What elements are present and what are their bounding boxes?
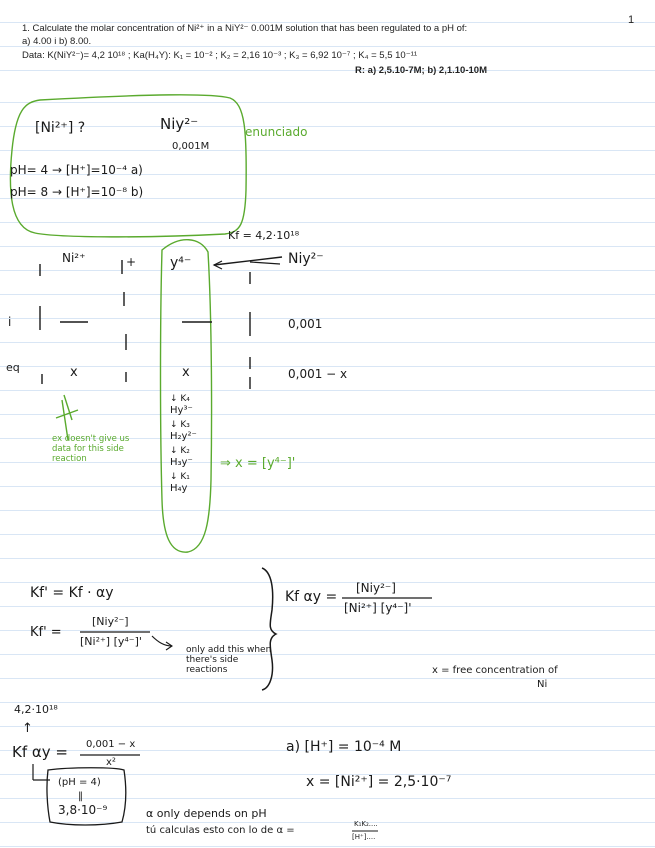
kf-prime-label: Kf' = (30, 625, 62, 640)
kf-prime-numerator: [Niy²⁻] (92, 615, 129, 628)
niy-formula: Niy²⁻ (160, 115, 199, 133)
problem-statement: 1. Calculate the molar concentration of Ni²⁺ in a NiY²⁻ 0.001M solution that has been regulated to a pH of: (22, 23, 468, 34)
species-plus: + (126, 255, 137, 269)
side-reaction-chain (170, 394, 210, 498)
ph-box-equals: ‖ (78, 791, 83, 802)
niy-concentration: 0,001M (172, 141, 210, 152)
alpha-fraction-denominator: [H⁺].... (352, 833, 376, 841)
kf-prime-equation: Kf' = Kf · αy (30, 585, 114, 601)
row-label-equilibrium: eq (6, 361, 20, 374)
species-niy: Niy²⁻ (288, 251, 324, 267)
kf-alpha-numerator: [Niy²⁻] (356, 581, 396, 595)
eq-niy-value: 0,001 − x (288, 367, 348, 381)
species-h3y: H₃y⁻ (170, 457, 193, 468)
kf-alpha-denominator: [Ni²⁺] [y⁴⁻]' (344, 601, 412, 615)
arrow-k4: ↓ K₄ (170, 394, 190, 404)
species-h2y: H₂y²⁻ (170, 431, 197, 442)
row-label-initial: i (8, 315, 12, 329)
arrow-k1: ↓ K₁ (170, 472, 190, 482)
eq-ni-value: x (70, 365, 78, 380)
enunciado-label: enunciado (245, 125, 308, 139)
kf-alpha-eq-numerator: 0,001 − x (86, 739, 136, 750)
kf-label: Kf = 4,2·10¹⁸ (228, 229, 300, 242)
problem-options: a) 4.00 i b) 8.00. (22, 36, 92, 47)
page-number: 1 (628, 14, 635, 26)
alpha-note-1: α only depends on pH (146, 807, 267, 820)
species-y: y⁴⁻ (170, 255, 192, 271)
free-concentration-note: x = free concentration of (432, 665, 558, 676)
species-h4y: H₄y (170, 483, 188, 494)
initial-niy-value: 0,001 (288, 317, 323, 331)
answer-ni-concentration: x = [Ni²⁺] = 2,5·10⁻⁷ (306, 774, 452, 790)
alpha-fraction-numerator: K₁K₂.... (354, 820, 378, 828)
side-reaction-note: only add this when there's side reactions (186, 645, 272, 675)
alpha-note-2: tú calculas esto con lo de α = (146, 825, 295, 836)
ph-box-condition: (pH = 4) (58, 777, 101, 788)
ph-a-line: pH= 4 → [H⁺]=10⁻⁴ a) (10, 163, 143, 177)
problem-data: Data: K(NiY²⁻)= 4,2 10¹⁸ ; Ka(H₄Y): K₁ = 10⁻² ; K₂ = 2,16 10⁻³ ; K₃ = 6,92 10⁻⁷ ; K₄ = 5,5 10⁻¹¹ (22, 50, 418, 61)
kf-value: 4,2·10¹⁸ (14, 703, 58, 716)
problem-result: R: a) 2,5.10-7M; b) 2,1.10-10M (355, 65, 487, 76)
cross-note: ex doesn't give us data for this side reaction (52, 434, 130, 464)
free-concentration-ni: Ni (537, 679, 548, 690)
eq-y-value: x (182, 365, 190, 380)
ph-b-line: pH= 8 → [H⁺]=10⁻⁸ b) (10, 185, 144, 199)
arrow-k3: ↓ K₃ (170, 420, 190, 430)
side-reaction-result: ⇒ x = [y⁴⁻]' (220, 456, 296, 471)
kf-value-arrow: ↑ (22, 721, 33, 736)
kf-alpha-eq-label: Kf αy = (12, 743, 68, 761)
species-hy: Hy³⁻ (170, 405, 193, 416)
answer-h-concentration: a) [H⁺] = 10⁻⁴ M (286, 739, 402, 755)
ni-question: [Ni²⁺] ? (35, 120, 86, 136)
kf-alpha-eq-denominator: x² (106, 757, 116, 768)
arrow-k2: ↓ K₂ (170, 446, 190, 456)
ph-box-alpha-value: 3,8·10⁻⁹ (58, 803, 108, 817)
kf-prime-denominator: [Ni²⁺] [y⁴⁻]' (80, 635, 142, 648)
species-ni: Ni²⁺ (62, 251, 86, 265)
kf-alpha-label: Kf αy = (285, 589, 338, 605)
